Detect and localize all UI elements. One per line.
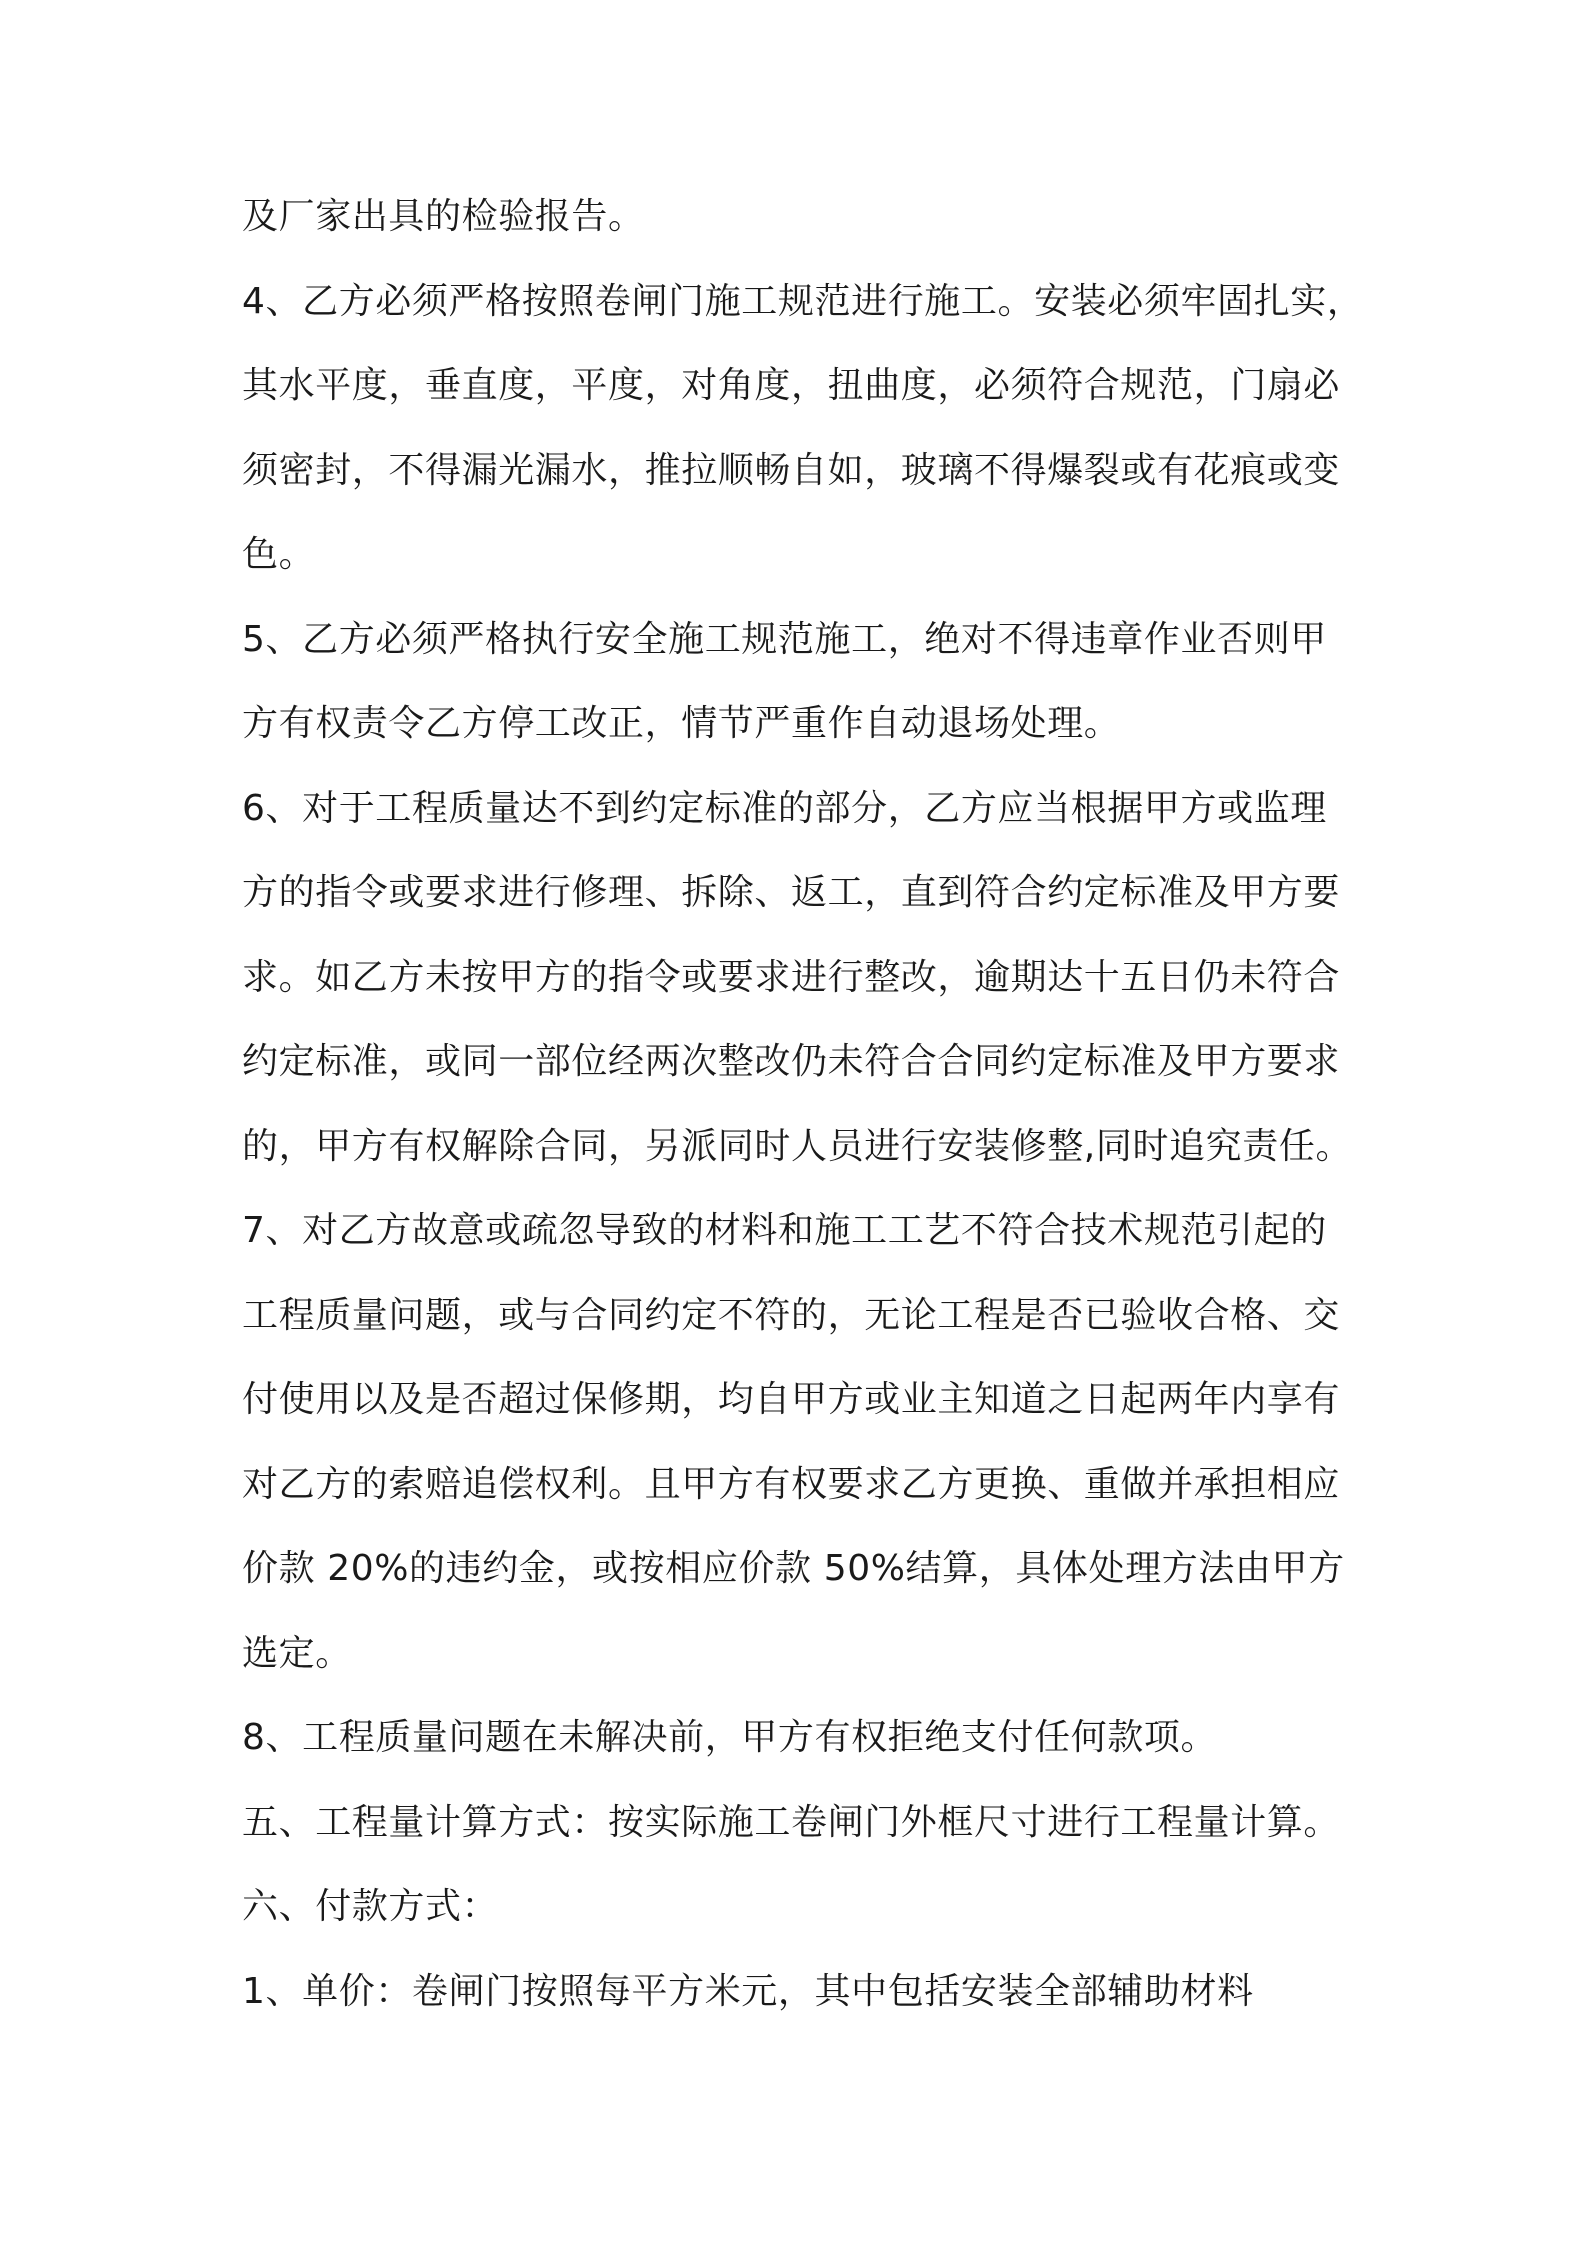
text-line: 付使用以及是否超过保修期，均自甲方或业主知道之日起两年内享有 [242,1379,1341,1420]
text-line: 4、乙方必须严格按照卷闸门施工规范进行施工。安装必须牢固扎实， [242,280,1364,322]
text-line: 8、工程质量问题在未解决前，甲方有权拒绝支付任何款项。 [242,1717,1218,1758]
text-line: 5、乙方必须严格执行安全施工规范施工，绝对不得违章作业否则甲 [242,618,1327,660]
text-line: 的，甲方有权解除合同，另派同时人员进行安装修整,同时追究责任。 [242,1125,1353,1167]
text-line: 其水平度，垂直度，平度，对角度，扭曲度，必须符合规范，门扇必 [242,365,1341,406]
text-line: 须密封，不得漏光漏水，推拉顺畅自如，玻璃不得爆裂或有花痕或变 [242,449,1341,491]
text-line: 求。如乙方未按甲方的指令或要求进行整改，逾期达十五日仍未符合 [242,956,1341,998]
text-line: 7、对乙方故意或疏忽导致的材料和施工工艺不符合技术规范引起的 [242,1210,1327,1251]
text-line: 6、对于工程质量达不到约定标准的部分，乙方应当根据甲方或监理 [242,787,1327,829]
text-line: 1、单价：卷闸门按照每平方米元，其中包括安装全部辅助材料 [242,1970,1254,2012]
text-line: 选定。 [242,1632,352,1674]
text-line: 六、付款方式： [242,1886,499,1927]
text-line: 方有权责令乙方停工改正，情节严重作自动退场处理。 [242,703,1121,744]
text-line: 五、工程量计算方式：按实际施工卷闸门外框尺寸进行工程量计算。 [242,1801,1341,1843]
text-line: 约定标准，或同一部位经两次整改仍未符合合同约定标准及甲方要求 [242,1041,1341,1082]
text-line: 对乙方的索赔追偿权利。且甲方有权要求乙方更换、重做并承担相应 [242,1463,1341,1505]
text-line: 色。 [242,534,316,575]
text-line: 工程质量问题，或与合同约定不符的，无论工程是否已验收合格、交 [242,1294,1341,1336]
text-line: 方的指令或要求进行修理、拆除、返工，直到符合约定标准及甲方要 [242,872,1341,913]
text-line: 价款 20%的违约金，或按相应价款 50%结算，具体处理方法由甲方 [242,1548,1345,1589]
text-line: 及厂家出具的检验报告。 [242,196,645,237]
body-text [242,196,1362,2055]
